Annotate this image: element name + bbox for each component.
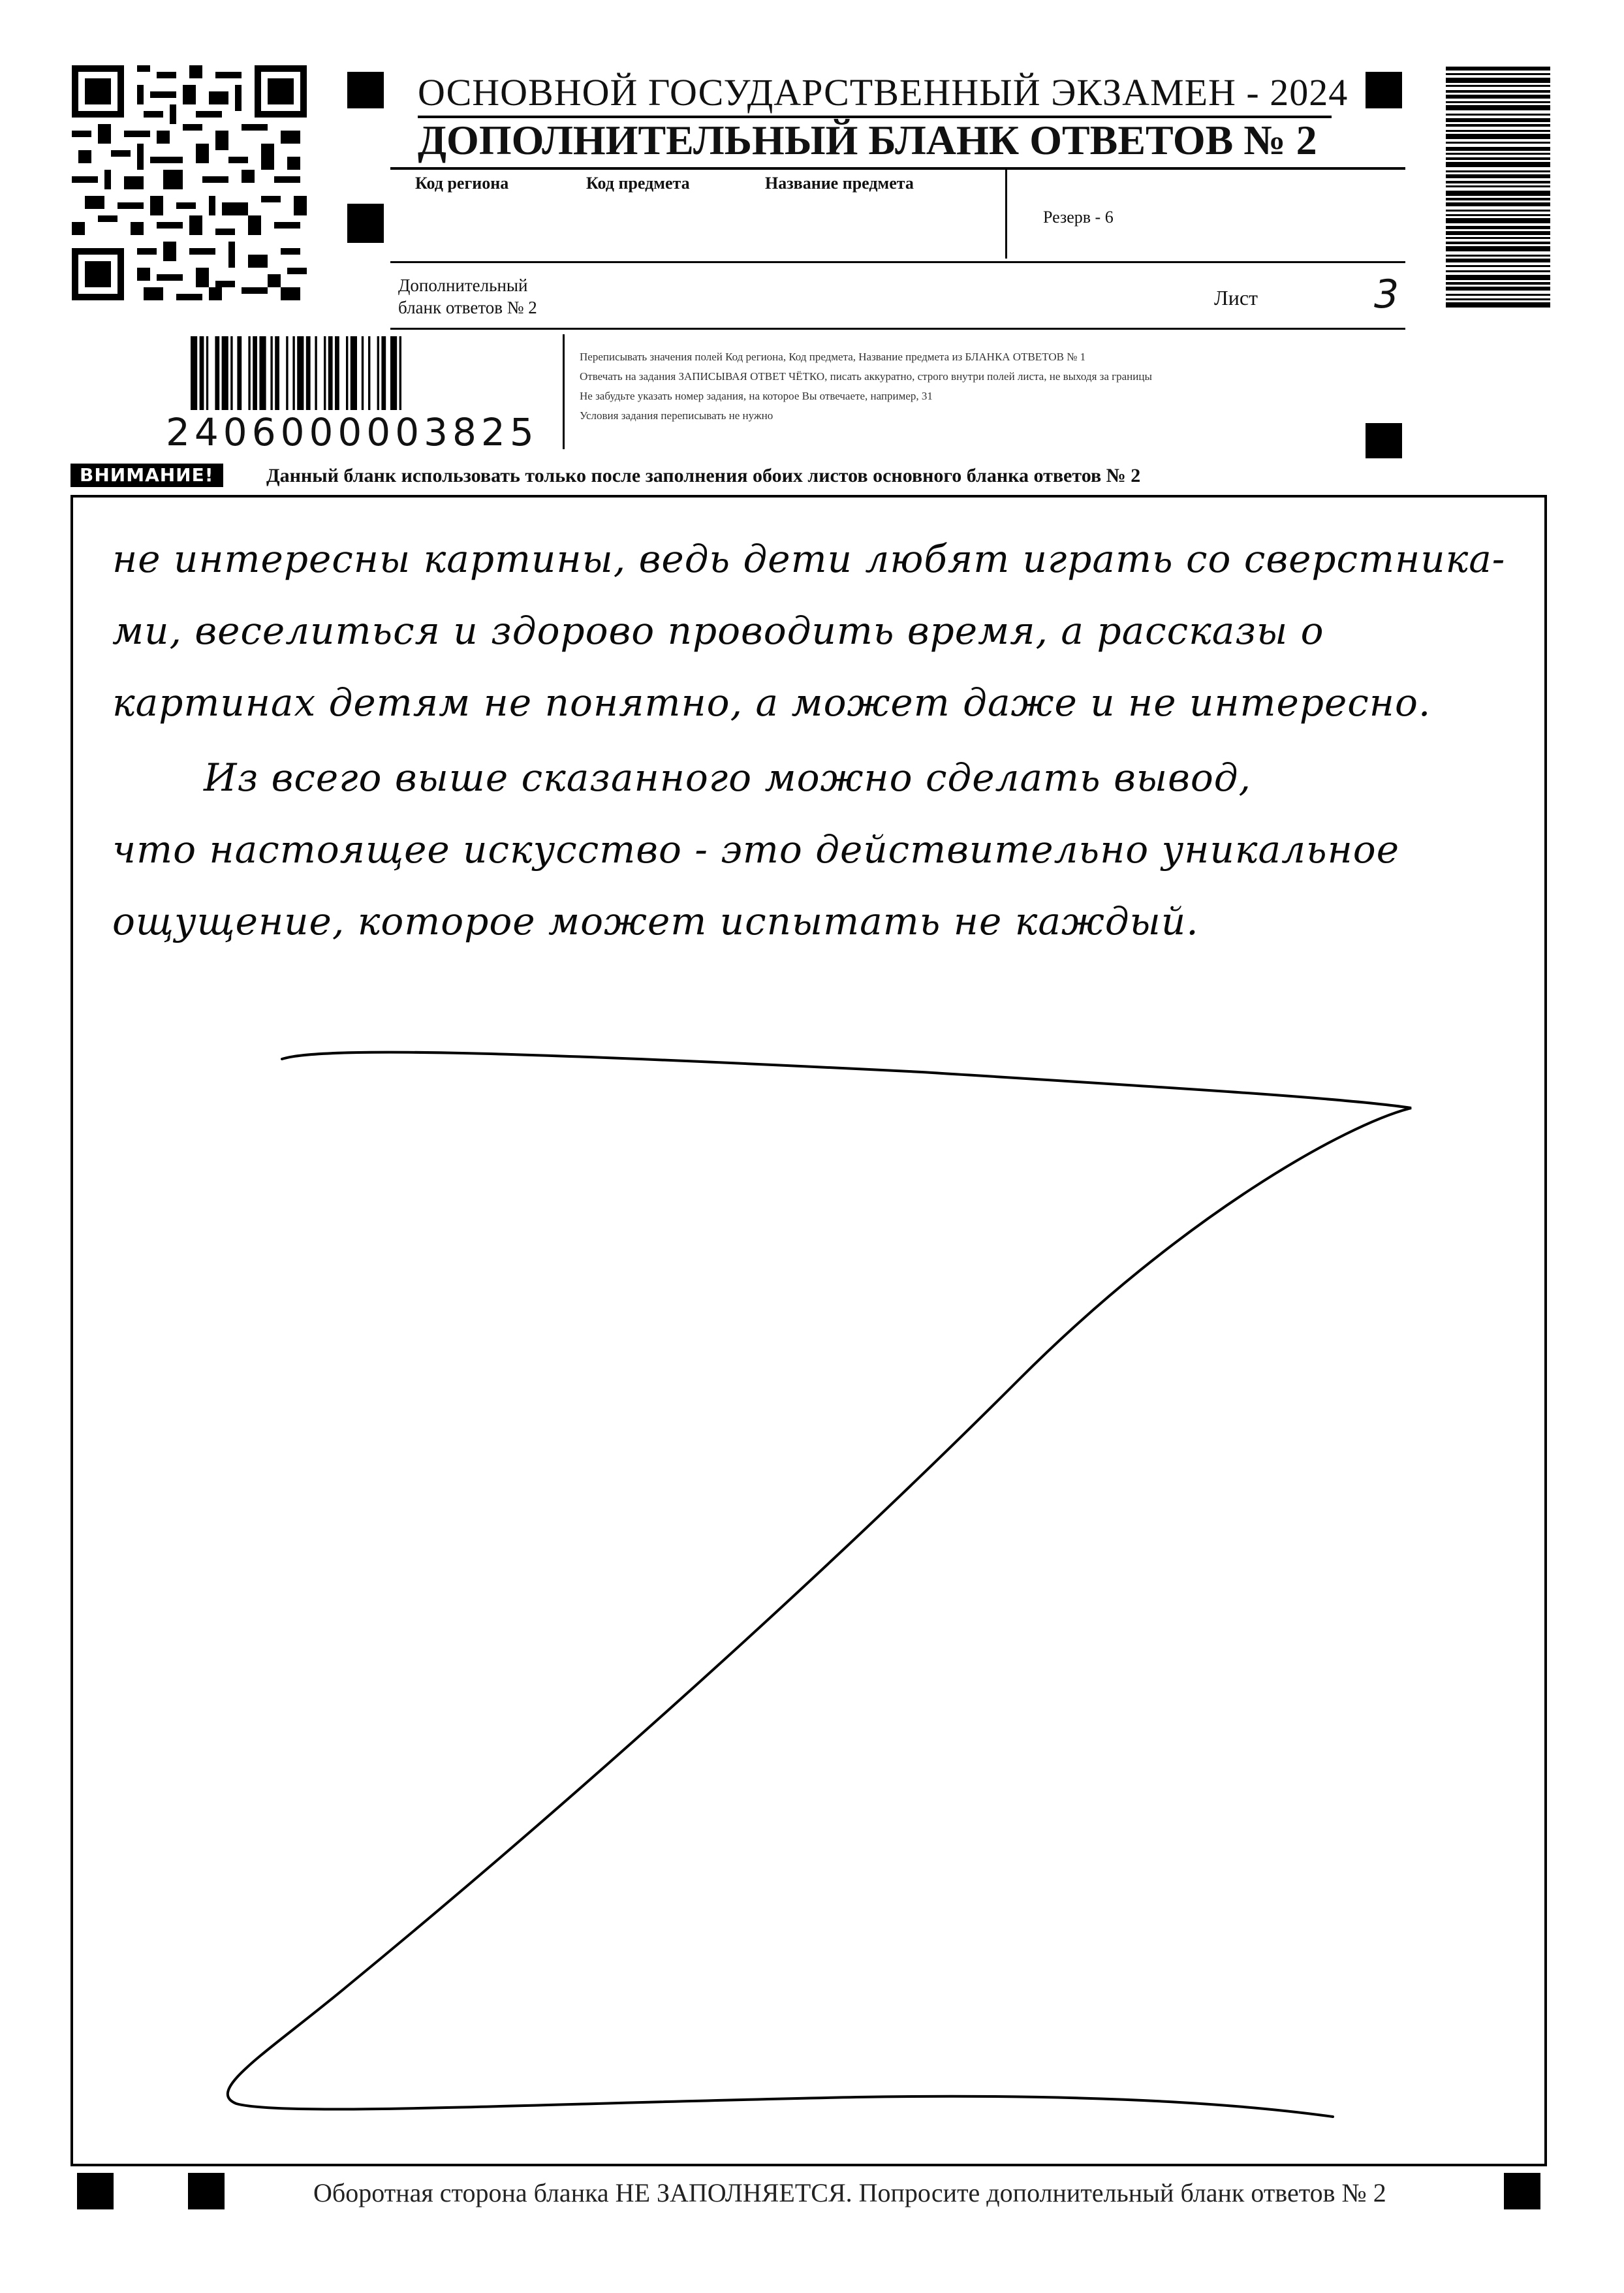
answer-line: картинах детям не понятно, а может даже и не интересно.: [112, 680, 1431, 725]
footer-note: Оборотная сторона бланка НЕ ЗАПОЛНЯЕТСЯ. Попросите дополнительный бланк ответов № 2: [313, 2178, 1386, 2207]
vertical-barcode-icon: [1446, 65, 1550, 451]
sheet-number: 3: [1374, 272, 1399, 317]
warning-badge: ВНИМАНИЕ!: [70, 464, 223, 487]
header-divider: [1005, 167, 1007, 259]
z-cancel-mark-icon: [73, 498, 1544, 2164]
instruction-line: Не забудьте указать номер задания, на которое Вы отвечаете, например, 31: [580, 390, 933, 402]
registration-marker-mid-left: [347, 204, 384, 243]
registration-marker-bottom-right: [1504, 2173, 1540, 2209]
warning-bar: [70, 461, 1564, 490]
subject-code-label: Код предмета: [586, 174, 690, 193]
form-title: ДОПОЛНИТЕЛЬНЫЙ БЛАНК ОТВЕТОВ № 2: [418, 117, 1317, 163]
instruction-line: Условия задания переписывать не нужно: [580, 409, 773, 422]
instructions-divider: [563, 334, 565, 449]
region-code-label: Код региона: [415, 174, 509, 193]
answer-line: не интересны картины, ведь дети любят играть со сверстника-: [112, 537, 1506, 581]
warning-text: Данный бланк использовать только после заполнения обоих листов основного бланка ответов № 2: [266, 465, 1141, 486]
answer-line: ощущение, которое может испытать не каждый.: [112, 899, 1199, 943]
answer-area[interactable]: [70, 495, 1547, 2166]
sheet-label: Лист: [1214, 286, 1258, 309]
registration-marker-bottom-left-1: [77, 2173, 114, 2209]
instruction-line: Переписывать значения полей Код региона, Код предмета, Название предмета из БЛАНКА ОТВЕТОВ № 1: [580, 351, 1086, 363]
answer-line: ми, веселиться и здорово проводить время, а рассказы о: [112, 609, 1324, 653]
exam-title: ОСНОВНОЙ ГОСУДАРСТВЕННЫЙ ЭКЗАМЕН - 2024: [418, 71, 1332, 118]
reserve-label: Резерв - 6: [1043, 208, 1114, 227]
additional-form-label: Дополнительный бланк ответов № 2: [398, 276, 537, 317]
qr-code-icon: [72, 65, 307, 300]
sheet-underline: [390, 328, 1405, 330]
registration-marker-bottom-left-2: [188, 2173, 225, 2209]
registration-marker-right: [1366, 423, 1402, 458]
answer-line: Из всего выше сказанного можно сделать вывод,: [204, 755, 1251, 800]
barcode-number: 2406000003825: [163, 410, 541, 454]
instruction-line: Отвечать на задания ЗАПИСЫВАЯ ОТВЕТ ЧЁТКО, писать аккуратно, строго внутри полей листа, не выходя за границы: [580, 370, 1152, 383]
instructions-block: [580, 347, 1409, 426]
registration-marker-top-left: [347, 72, 384, 108]
answer-line: что настоящее искусство - это действительно уникальное: [112, 827, 1400, 872]
subject-name-label: Название предмета: [765, 174, 914, 193]
registration-marker-top-right: [1366, 72, 1402, 108]
